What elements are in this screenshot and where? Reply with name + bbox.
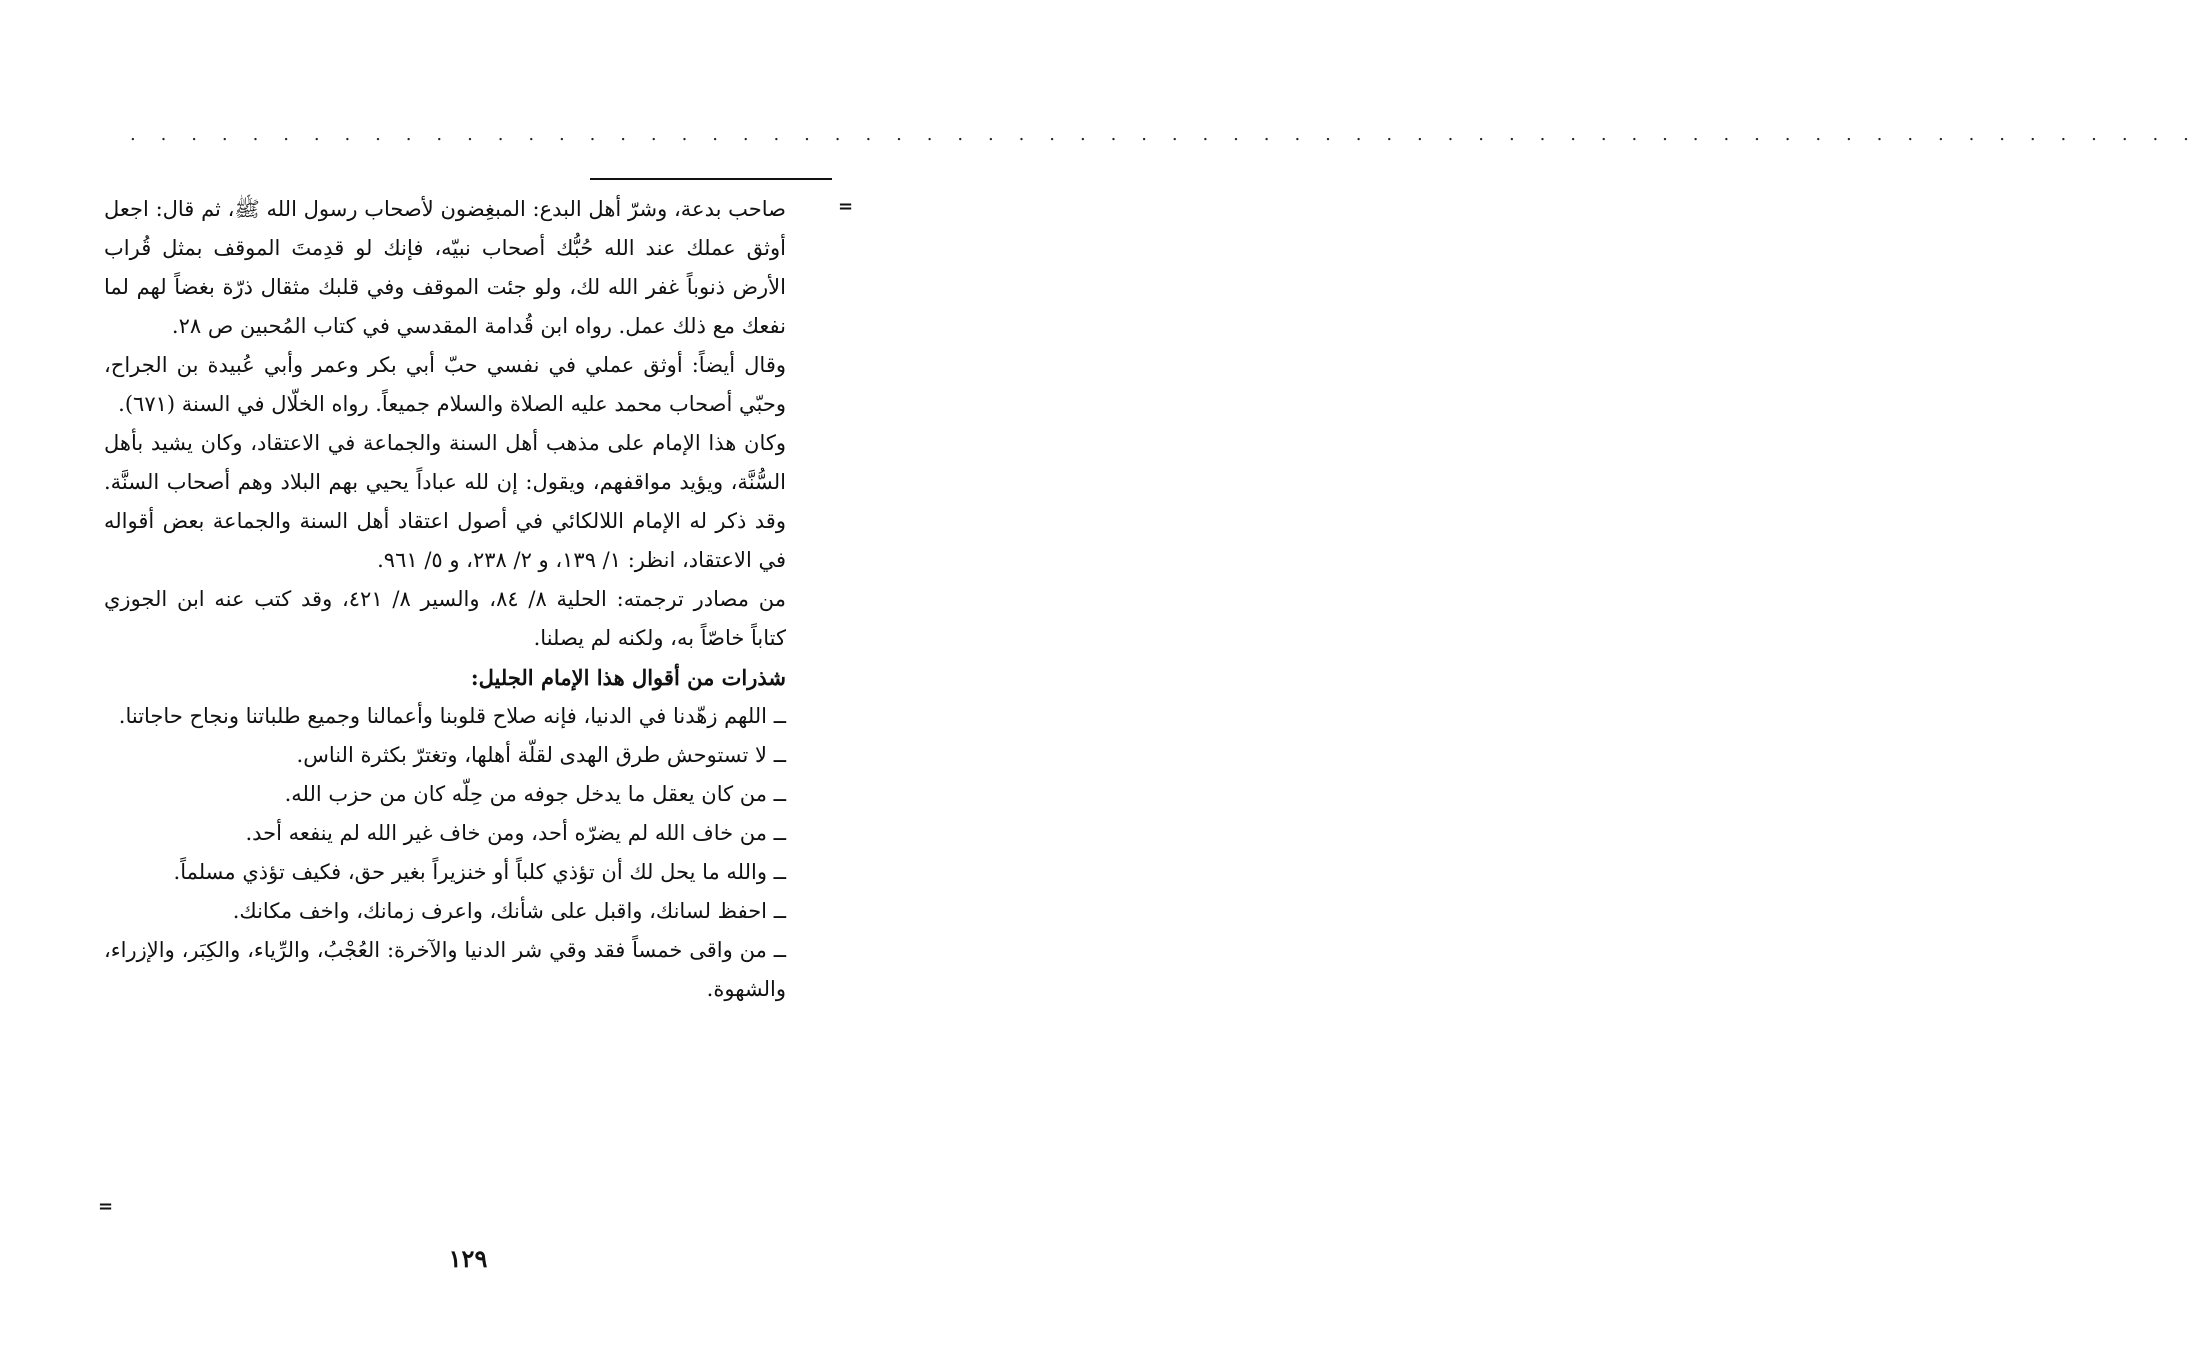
sayings-heading: شذرات من أقوال هذا الإمام الجليل: bbox=[470, 665, 786, 690]
page-number: ١٢٩ bbox=[448, 1244, 488, 1273]
saying-item: ــ اللهم زهّدنا في الدنيا، فإنه صلاح قلوبنا وأعمالنا وجميع طلباتنا ونجاح حاجاتنا. bbox=[118, 704, 786, 728]
saying-item: ــ من كان يعقل ما يدخل جوفه من حِلّه كان من حزب الله. bbox=[284, 782, 786, 806]
footnote-body bbox=[104, 190, 786, 1009]
footnote-paragraph-3: وكان هذا الإمام على مذهب أهل السنة والجماعة في الاعتقاد، وكان يشيد بأهل السُّنَّة، ويؤيد مواقفهم، ويقول: إن لله عباداً يحيي بهم البلاد وهم أصحاب السنَّة. وقد ذكر له الإمام اللالكائي في أصول اعتقاد أهل السنة والجماعة بعض أقواله في الاعتقاد، انظر: ١/ ١٣٩، و ٢/ ٢٣٨، و ٥/ ٩٦١. bbox=[104, 431, 786, 572]
footnote-paragraph-1: صاحب بدعة، وشرّ أهل البدع: المبغِضون لأصحاب رسول الله ﷺ، ثم قال: اجعل أوثق عملك عند الله حُبُّك أصحاب نبيّه، فإنك لو قدِمتَ الموقف بمثل قُراب الأرض ذنوباً غفر الله لك، ولو جئت الموقف وفي قلبك مثقال ذرّة بغضاً لهم لما نفعك مع ذلك عمل. رواه ابن قُدامة المقدسي في كتاب المُحبين ص ٢٨. bbox=[104, 197, 786, 338]
saying-item: ــ من واقى خمساً فقد وقي شر الدنيا والآخرة: العُجْبُ، والرِّياء، والكِبَر، والإزراء، والشهوة. bbox=[104, 938, 786, 1001]
continuation-mark-top: = bbox=[838, 196, 854, 217]
footnote-paragraph-4: من مصادر ترجمته: الحلية ٨/ ٨٤، والسير ٨/ ٤٢١، وقد كتب عنه ابن الجوزي كتاباً خاصّاً به، ولكنه لم يصلنا. bbox=[104, 587, 786, 650]
saying-item: ــ لا تستوحش طرق الهدى لقلّة أهلها، وتغترّ بكثرة الناس. bbox=[296, 743, 786, 767]
footnote-rule bbox=[590, 178, 832, 180]
dotted-separator: . . . . . . . . . . . . . . . . . . . . . . . . . . . . . . . . . . . . . . . . . . . . . . . . . . . . . . . . . . . . . . . . . . . . bbox=[130, 124, 2198, 145]
saying-item: ــ من خاف الله لم يضرّه أحد، ومن خاف غير الله لم ينفعه أحد. bbox=[245, 821, 786, 845]
saying-item: ــ والله ما يحل لك أن تؤذي كلباً أو خنزيراً بغير حق، فكيف تؤذي مسلماً. bbox=[173, 860, 786, 884]
footnote-paragraph-2: وقال أيضاً: أوثق عملي في نفسي حبّ أبي بكر وعمر وأبي عُبيدة بن الجراح، وحبّي أصحاب محمد عليه الصلاة والسلام جميعاً. رواه الخلّال في السنة (٦٧١). bbox=[104, 353, 786, 416]
saying-item: ــ احفظ لسانك، واقبل على شأنك، واعرف زمانك، واخف مكانك. bbox=[232, 899, 786, 923]
continuation-mark-bottom: = bbox=[98, 1196, 114, 1217]
